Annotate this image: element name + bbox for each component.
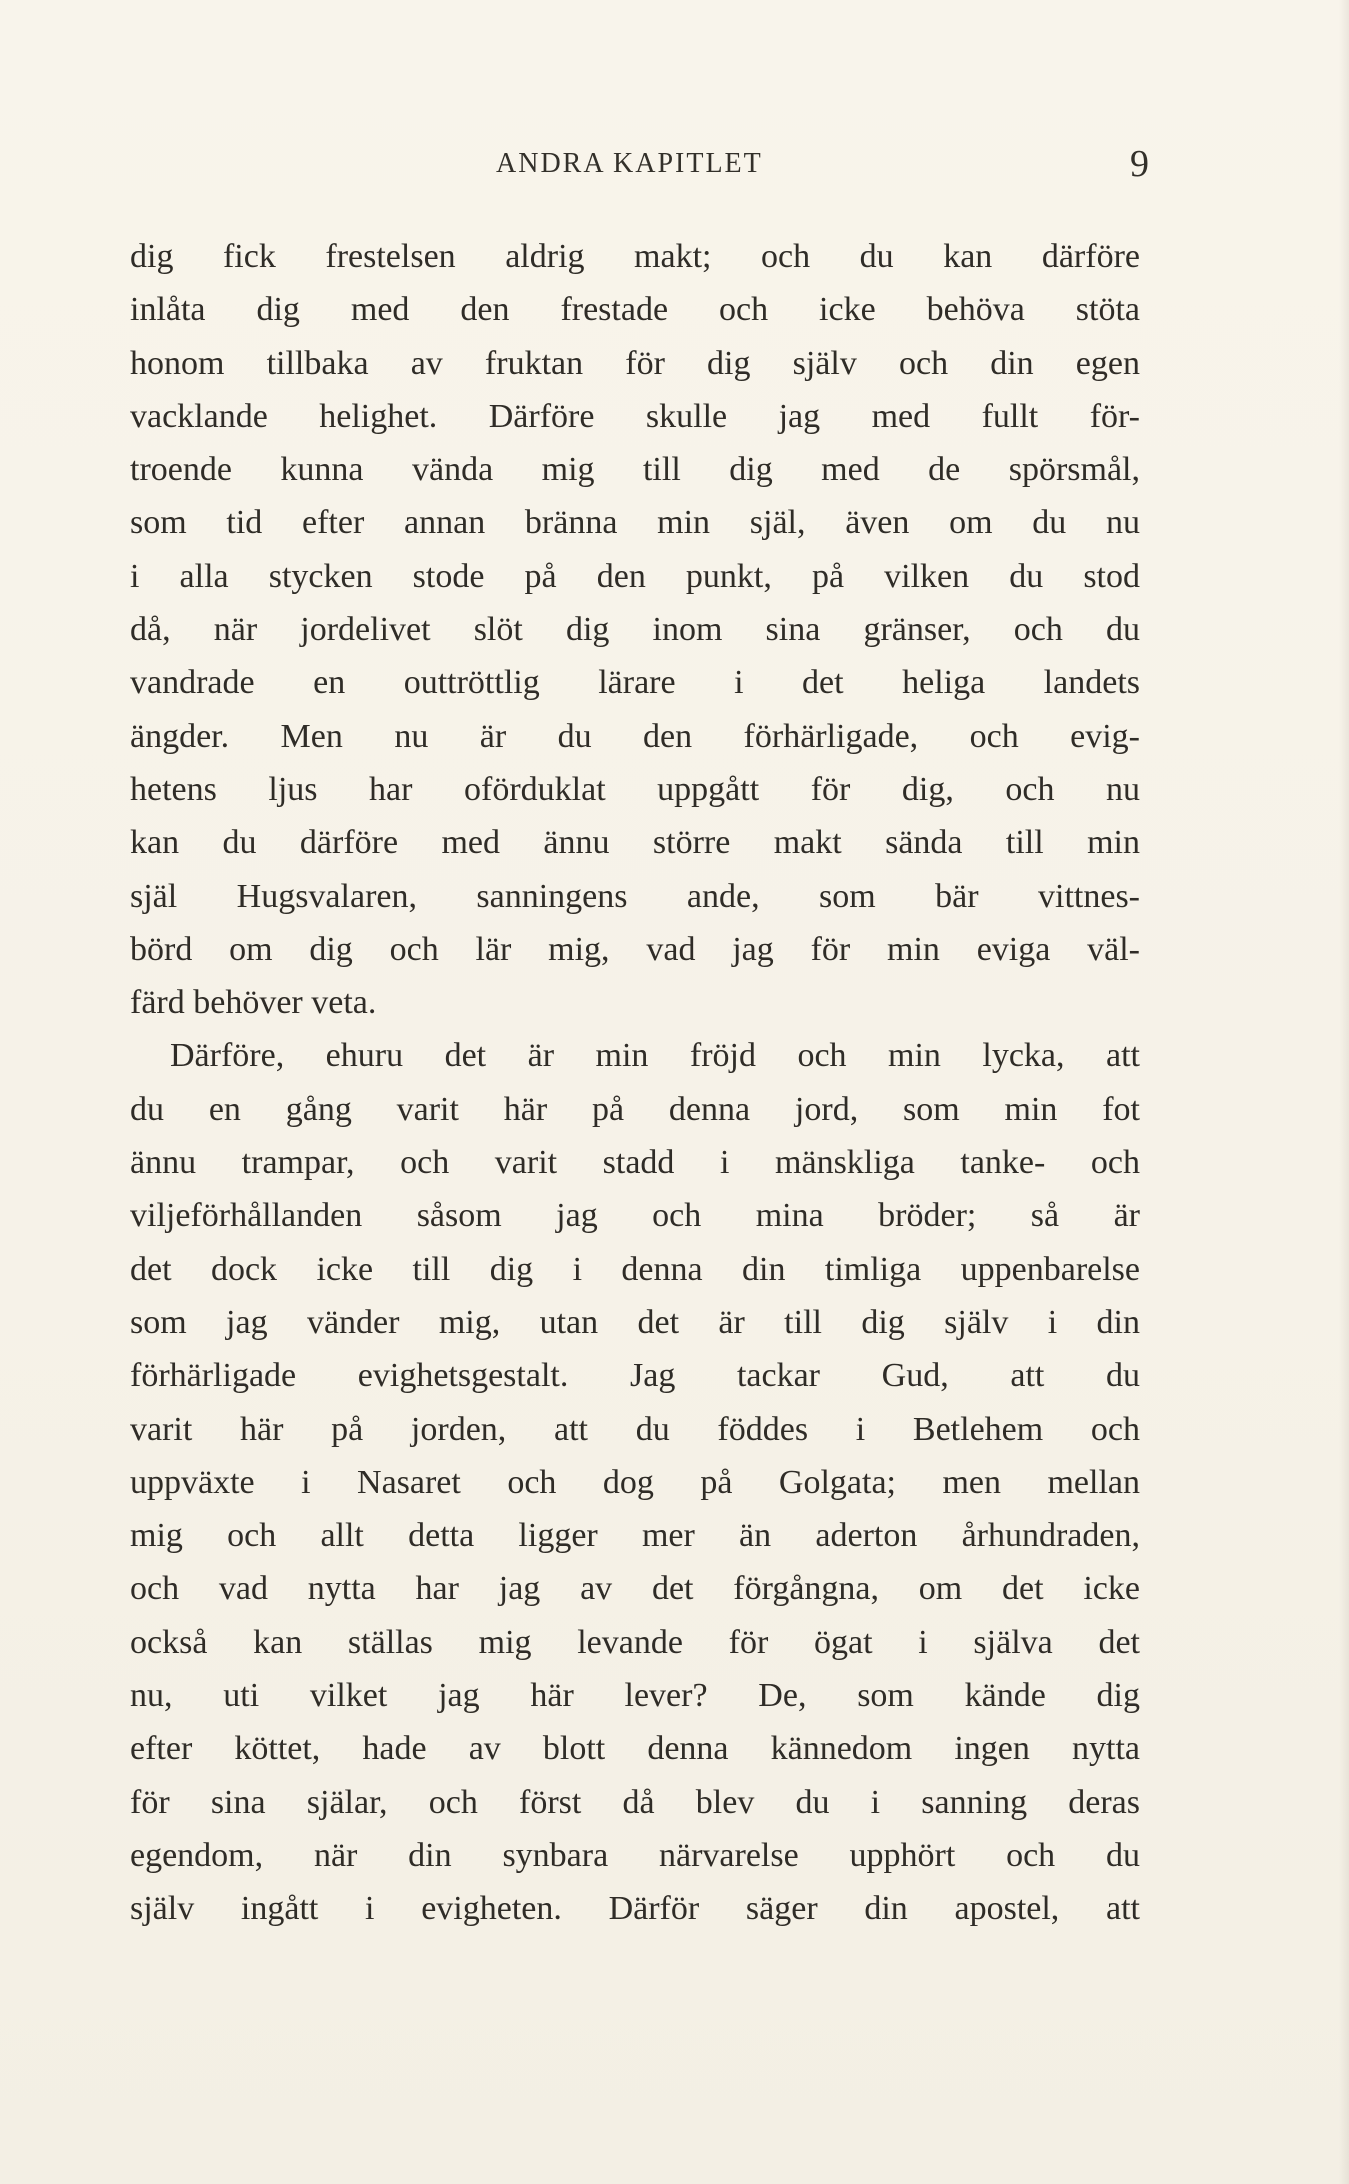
text-line: mig och allt detta ligger mer än aderton århundraden, — [130, 1517, 1140, 1555]
page-edge-shadow — [1339, 0, 1349, 2184]
text-line: som jag vänder mig, utan det är till dig själv i din — [130, 1303, 1140, 1341]
text-line: ännu trampar, och varit stadd i mänskliga tanke- och — [130, 1144, 1140, 1182]
text-line: efter köttet, hade av blott denna kännedom ingen nytta — [130, 1730, 1140, 1768]
page-header — [0, 143, 1349, 198]
text-line: också kan ställas mig levande för ögat i själva det — [130, 1623, 1140, 1661]
text-line: i alla stycken stode på den punkt, på vilken du stod — [130, 557, 1140, 595]
body-text — [130, 230, 1140, 1936]
text-line: börd om dig och lär mig, vad jag för min eviga väl- — [130, 930, 1140, 968]
text-line: vandrade en outtröttlig lärare i det heliga landets — [130, 664, 1140, 702]
text-line: förhärligade evighetsgestalt. Jag tackar Gud, att du — [130, 1357, 1140, 1395]
paragraph-end-line: färd behöver veta. — [130, 984, 377, 1022]
text-line: troende kunna vända mig till dig med de spörsmål, — [130, 451, 1140, 489]
text-line: nu, uti vilket jag här lever? De, som kände dig — [130, 1677, 1140, 1715]
text-line: för sina själar, och först då blev du i sanning deras — [130, 1783, 1140, 1821]
paragraph-start-line: Därföre, ehuru det är min fröjd och min lycka, att — [170, 1037, 1140, 1075]
text-line: ängder. Men nu är du den förhärligade, och evig- — [130, 717, 1140, 755]
text-line: vacklande helighet. Därföre skulle jag med fullt för- — [130, 397, 1140, 435]
running-title: ANDRA KAPITLET — [496, 148, 763, 179]
text-line: honom tillbaka av fruktan för dig själv och din egen — [130, 344, 1140, 382]
text-line: och vad nytta har jag av det förgångna, om det icke — [130, 1570, 1140, 1608]
text-line: egendom, när din synbara närvarelse upphört och du — [130, 1836, 1140, 1874]
text-line: det dock icke till dig i denna din timliga uppenbarelse — [130, 1250, 1140, 1288]
text-line: själ Hugsvalaren, sanningens ande, som bär vittnes- — [130, 877, 1140, 915]
text-line: inlåta dig med den frestade och icke behöva stöta — [130, 291, 1140, 329]
text-line: uppväxte i Nasaret och dog på Golgata; men mellan — [130, 1463, 1140, 1501]
text-line: kan du därföre med ännu större makt sända till min — [130, 824, 1140, 862]
text-line: du en gång varit här på denna jord, som min fot — [130, 1090, 1140, 1128]
text-line: själv ingått i evigheten. Därför säger din apostel, att — [130, 1890, 1140, 1928]
text-line: som tid efter annan bränna min själ, även om du nu — [130, 504, 1140, 542]
text-line: då, när jordelivet slöt dig inom sina gränser, och du — [130, 611, 1140, 649]
text-line: dig fick frestelsen aldrig makt; och du kan därföre — [130, 238, 1140, 275]
page-number: 9 — [1130, 143, 1149, 185]
text-line: varit här på jorden, att du föddes i Betlehem och — [130, 1410, 1140, 1448]
text-line: hetens ljus har oförduklat uppgått för dig, och nu — [130, 770, 1140, 808]
text-line: viljeförhållanden såsom jag och mina bröder; så är — [130, 1197, 1140, 1235]
